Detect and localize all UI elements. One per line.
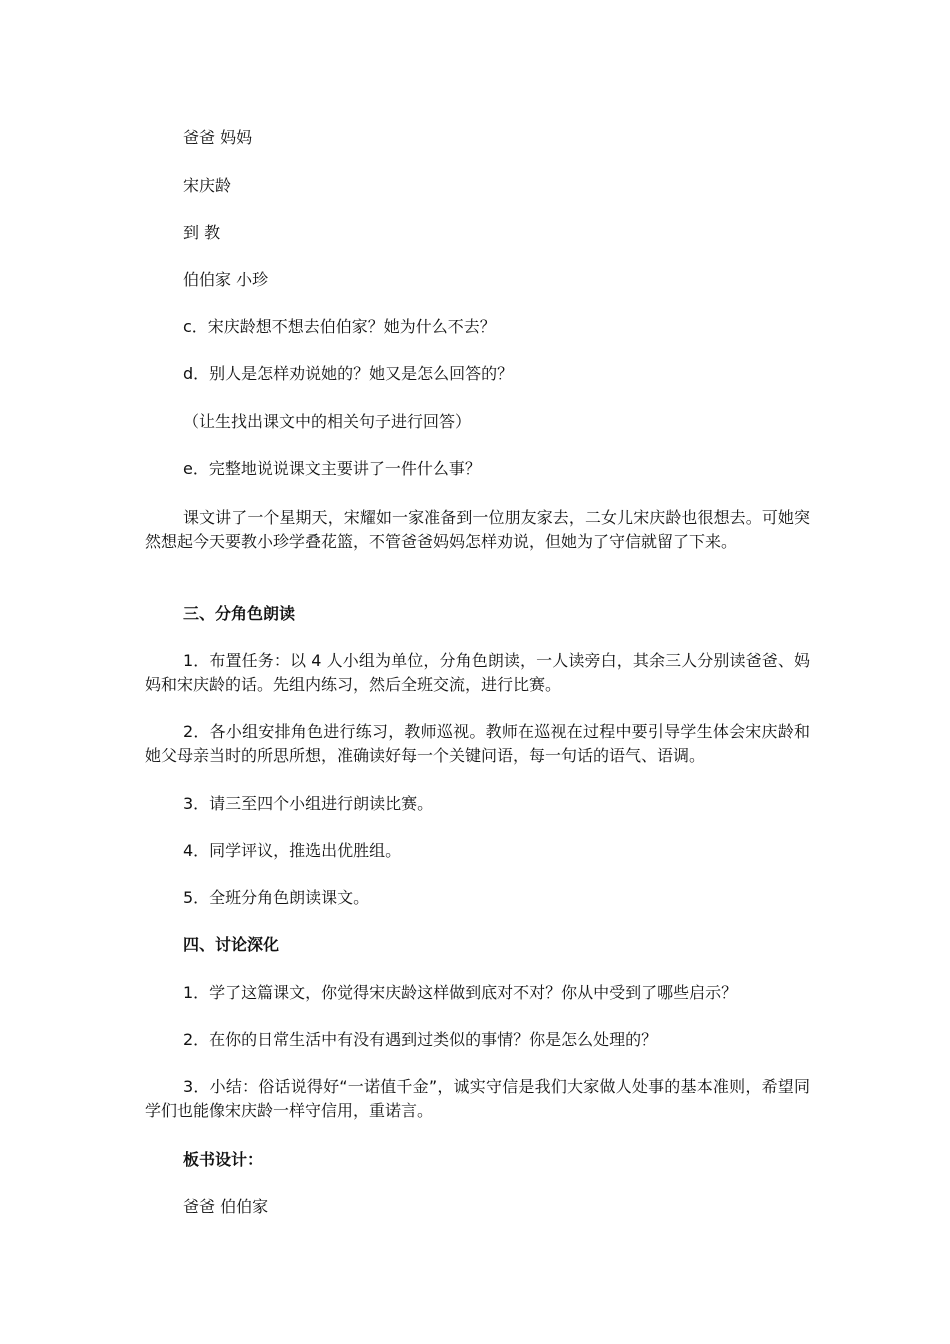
section-heading-3: 三、分角色朗读 [183,604,296,623]
section-heading-4: 四、讨论深化 [183,935,280,954]
question-d: d．别人是怎样劝说她的？她又是怎么回答的？ [183,364,514,383]
text-line: 爸爸 伯伯家 [183,1197,269,1216]
section-3-item-4: 4．同学评议，推选出优胜组。 [183,841,402,860]
board-design-heading: 板书设计： [183,1150,264,1169]
summary-paragraph: 课文讲了一个星期天，宋耀如一家准备到一位朋友家去，二女儿宋庆龄也很想去。可她突然想起今天要教小珍学叠花篮，不管爸爸妈妈怎样劝说，但她为了守信就留了下来。 [145,508,810,551]
section-4-item-3: 3．小结：俗话说得好“一诺值千金”，诚实守信是我们大家做人处事的基本准则，希望同学们也能像宋庆龄一样守信用，重诺言。 [145,1077,810,1120]
section-3-item-3: 3．请三至四个小组进行朗读比赛。 [183,794,434,813]
text-line: 伯伯家 小珍 [183,270,269,289]
question-e: e．完整地说说课文主要讲了一件什么事？ [183,459,481,478]
hint-line: （让生找出课文中的相关句子进行回答） [183,412,472,431]
text-line: 宋庆龄 [183,176,232,195]
text-line: 到 教 [183,223,221,242]
section-4-item-2: 2．在你的日常生活中有没有遇到过类似的事情？你是怎么处理的？ [183,1030,658,1049]
section-3-item-2: 2．各小组安排角色进行练习，教师巡视。教师在巡视在过程中要引导学生体会宋庆龄和她父母亲当时的所思所想，准确读好每一个关键问语，每一句话的语气、语调。 [145,722,810,765]
text-line: 爸爸 妈妈 [183,128,253,147]
section-4-item-1: 1．学了这篇课文，你觉得宋庆龄这样做到底对不对？你从中受到了哪些启示？ [183,983,738,1002]
section-3-item-5: 5．全班分角色朗读课文。 [183,888,370,907]
section-3-item-1: 1．布置任务：以 4 人小组为单位，分角色朗读，一人读旁白，其余三人分别读爸爸、妈妈和宋庆龄的话。先组内练习，然后全班交流，进行比赛。 [145,651,810,694]
question-c: c．宋庆龄想不想去伯伯家？她为什么不去？ [183,317,496,336]
